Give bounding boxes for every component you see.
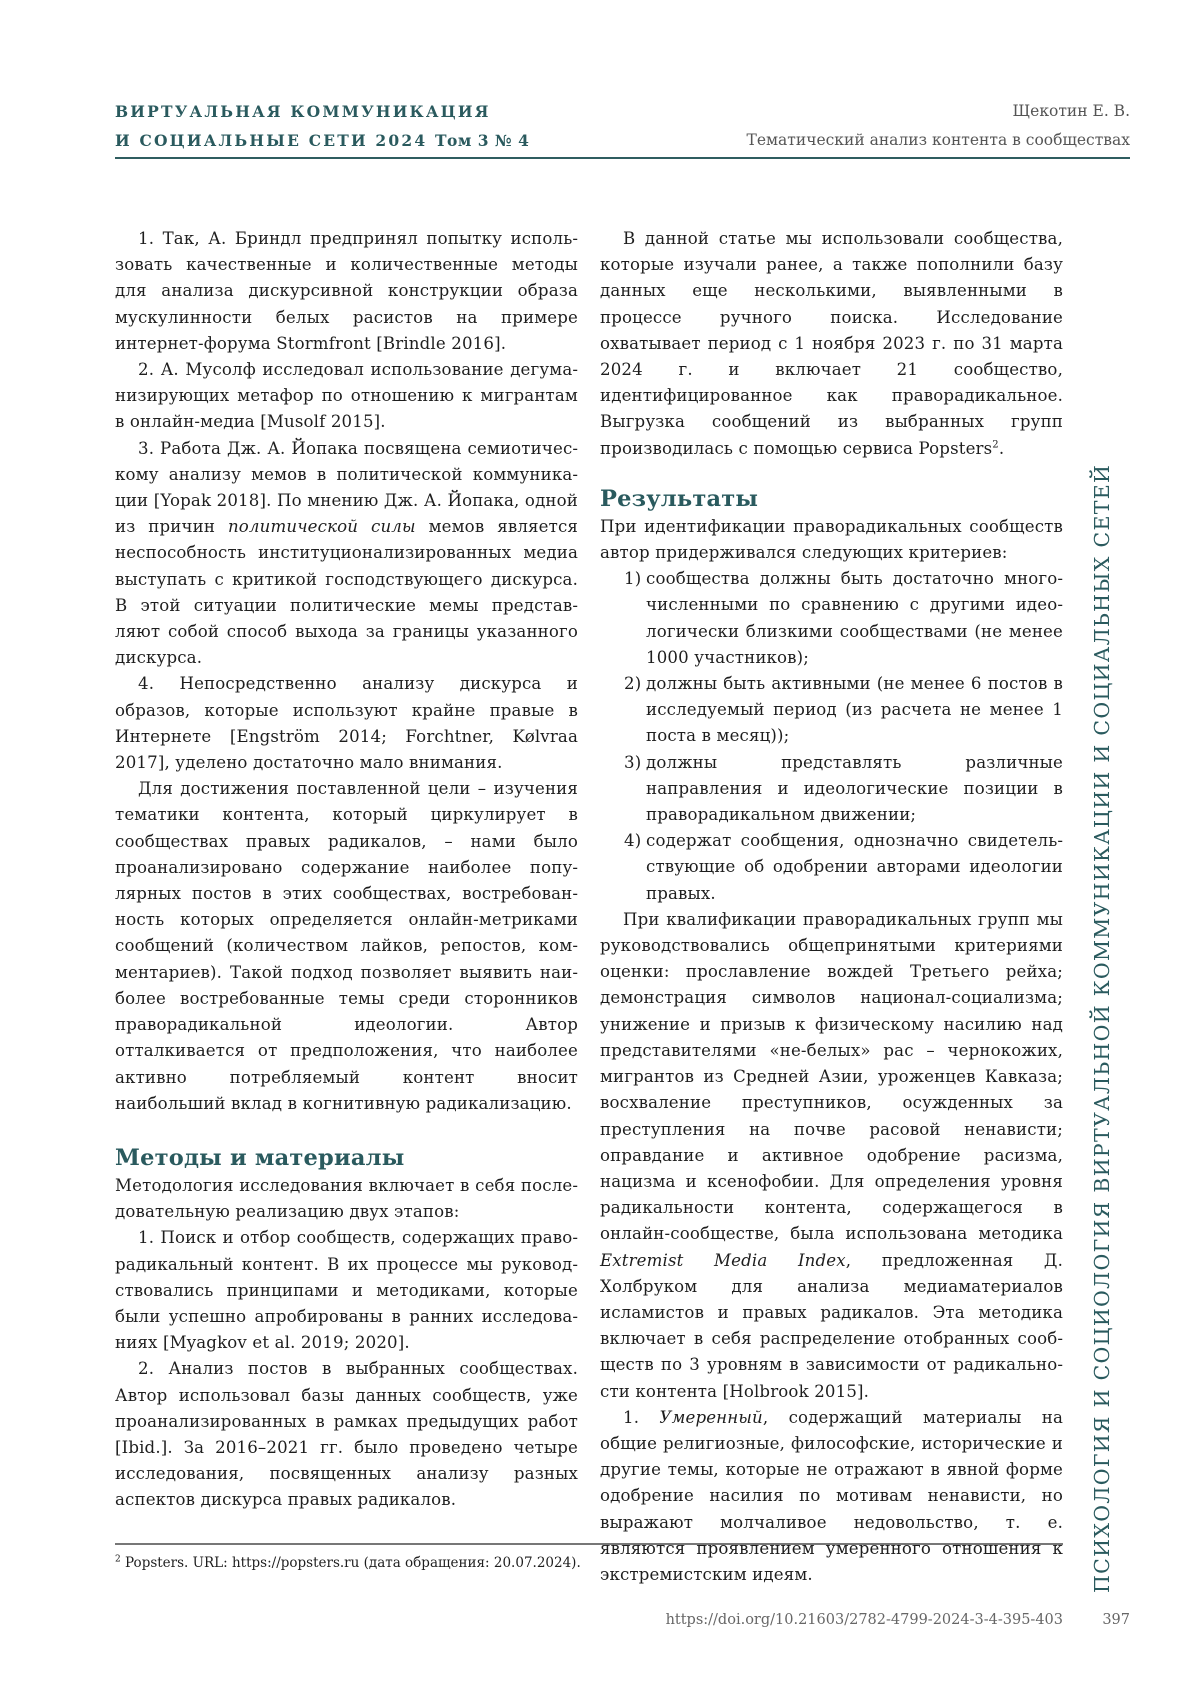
journal-title-line2: И СОЦИАЛЬНЫЕ СЕТИ 2024 <box>115 131 428 150</box>
list-item: 3) должны представлять различные направления и идеологические позиции в праворадикальном движении; <box>624 752 1063 825</box>
body-paragraph: При идентификации праворадикальных сообществ автор придерживался следующих критериев: <box>600 516 1063 563</box>
body-paragraph: Для достижения поставленной цели – изучения тематики контента, который циркулирует в сообществах правых радикалов, – нами было проанализировано содержание наиболее популярных постов в этих сообществах, востребованность которых определяется онлайн-метриками сообщений (количеством лайков, репостов, комментариев). Такой подход позволяет выявить наиболее востребованные темы среди сторонников праворадикальной идеологии. Автор отталкивается от предположения, что наиболее активно потребляемый контент вносит наибольший вклад в когнитивную радикализацию. <box>115 779 578 1113</box>
body-paragraph: 2. А. Мусолф исследовал использование дегуманизирующих метафор по отношению к мигрантам в онлайн-медиа [Musolf 2015]. <box>115 360 578 432</box>
side-section-title: ПСИХОЛОГИЯ И СОЦИОЛОГИЯ ВИРТУАЛЬНОЙ КОММУНИКАЦИИ И СОЦИАЛЬНЫХ СЕТЕЙ <box>1090 463 1114 1593</box>
emphasis: Extremist Media Index <box>600 1250 846 1270</box>
article-author: Щекотин Е. В. <box>1012 102 1130 120</box>
list-item: 2) должны быть активными (не менее 6 постов в исследуемый период (из расчета не менее 1 поста в месяц)); <box>624 674 1063 746</box>
left-column <box>115 226 578 1514</box>
body-paragraph: В данной статье мы использовали сообщества, которые изучали ранее, а также пополнили базу данных еще несколькими, выявленными в процессе ручного поиска. Исследование охватывает период с 1 ноября 2023 г. по 31 марта 2024 г. и включает 21 сообщество, идентифицированное как праворадикальное. Выгрузка сообщений из выбранных групп производилась с помощью сервиса Popsters$^2$. <box>600 229 1063 458</box>
body-paragraph: Методология исследования включает в себя последовательную реализацию двух этапов: <box>115 1175 578 1222</box>
right-column <box>600 226 1063 1588</box>
body-paragraph: 2. Анализ постов в выбранных сообществах. Автор использовал базы данных сообществ, уже проанализированных в рамках предыдущих работ [Ibid.]. За 2016–2021 гг. было проведено четыре исследования, посвященных анализу разных аспектов дискурса правых радикалов. <box>115 1359 578 1510</box>
footnote-text: Popsters. URL: https://popsters.ru (дата обращения: 20.07.2024). <box>120 1555 581 1571</box>
doi-link[interactable]: https://doi.org/10.21603/2782-4799-2024-3-4-395-403 <box>665 1612 1063 1628</box>
section-heading-results: Результаты <box>600 485 759 512</box>
body-paragraph: 1. Так, А. Бриндл предпринял попытку использовать качественные и количественные методы для анализа дискурсивной конструкции образа мускулинности белых расистов на примере интернет-форума Stormfront [Brindle 2016]. <box>115 229 578 353</box>
running-header <box>746 97 1130 155</box>
footnote-divider <box>115 1543 1063 1545</box>
criteria-list <box>600 566 1063 907</box>
list-item: 1) сообщества должны быть достаточно многочисленными по сравнению с другими идеологически близкими сообществами (не менее 1000 участников); <box>624 569 1063 667</box>
footnote <box>115 1553 581 1573</box>
body-paragraph: 1. Умеренный, содержащий материалы на общие религиозные, философские, исторические и другие темы, которые не отражают в явной форме одобрение насилия по мотивам ненависти, но выражают молчаливое недовольство, т. е. являются проявлением умеренного отношения к экстремистским идеям. <box>600 1407 1063 1584</box>
article-short-title: Тематический анализ контента в сообществах <box>746 131 1130 149</box>
body-paragraph: 3. Работа Дж. А. Йопака посвящена семиотическому анализу мемов в политической коммуникации [Yopak 2018]. По мнению Дж. А. Йопака, одной из причин политической силы мемов является неспособность институционализированных медиа выступать с критикой господствующего дискурса. В этой ситуации политические мемы представляют собой способ выхода за границы указанного дискурса. <box>115 438 579 668</box>
section-heading-methods: Методы и материалы <box>115 1144 405 1171</box>
body-paragraph: 1. Поиск и отбор сообществ, содержащих праворадикальный контент. В их процессе мы руководствовались принципами и методиками, которые были успешно апробированы в ранних исследованиях [Myagkov et al. 2019; 2020]. <box>115 1228 578 1353</box>
list-item: 4) содержат сообщения, однозначно свидетельствующие об одобрении авторами идеологии правых. <box>624 831 1063 903</box>
footnote-reference[interactable]: 2 <box>992 439 999 451</box>
body-paragraph: 4. Непосредственно анализу дискурса и образов, которые используют крайне правые в Интернете [Engström 2014; Forchtner, Kølvraa 2017], уделено достаточно мало внимания. <box>115 674 578 773</box>
footnote-number: 2 <box>115 1554 121 1565</box>
journal-title-line1: ВИРТУАЛЬНАЯ КОММУНИКАЦИЯ <box>115 102 491 121</box>
emphasis: политической силы <box>227 517 416 537</box>
emphasis: Умеренный <box>659 1407 763 1427</box>
body-paragraph: При квалификации праворадикальных групп мы руководствовались общепринятыми критериями оценки: прославление вождей Третьего рейха; демонстрация символов национал-социализма; унижение и призыв к физическому насилию над представителями «не-белых» рас – чернокожих, мигрантов из Средней Азии, уроженцев Кавказа; восхваление преступников, осужденных за преступления на почве расовой ненависти; оправдание и активное одобрение расизма, нацизма и ксенофобии. Для определения уровня радикальности контента, содержащегося в онлайн-сообществе, была использована методика Extremist Media Index, предложенная Д. Холбруком для анализа медиаматериалов исламистов и правых радикалов. Эта методика включает в себя распределение отобранных сообществ по 3 уровням в зависимости от радикальности контента [Holbrook 2015]. <box>600 909 1063 1401</box>
page-number: 397 <box>1102 1612 1130 1628</box>
journal-volume: Том 3 № 4 <box>434 131 530 150</box>
header-divider <box>115 157 1130 159</box>
journal-header <box>115 97 529 155</box>
